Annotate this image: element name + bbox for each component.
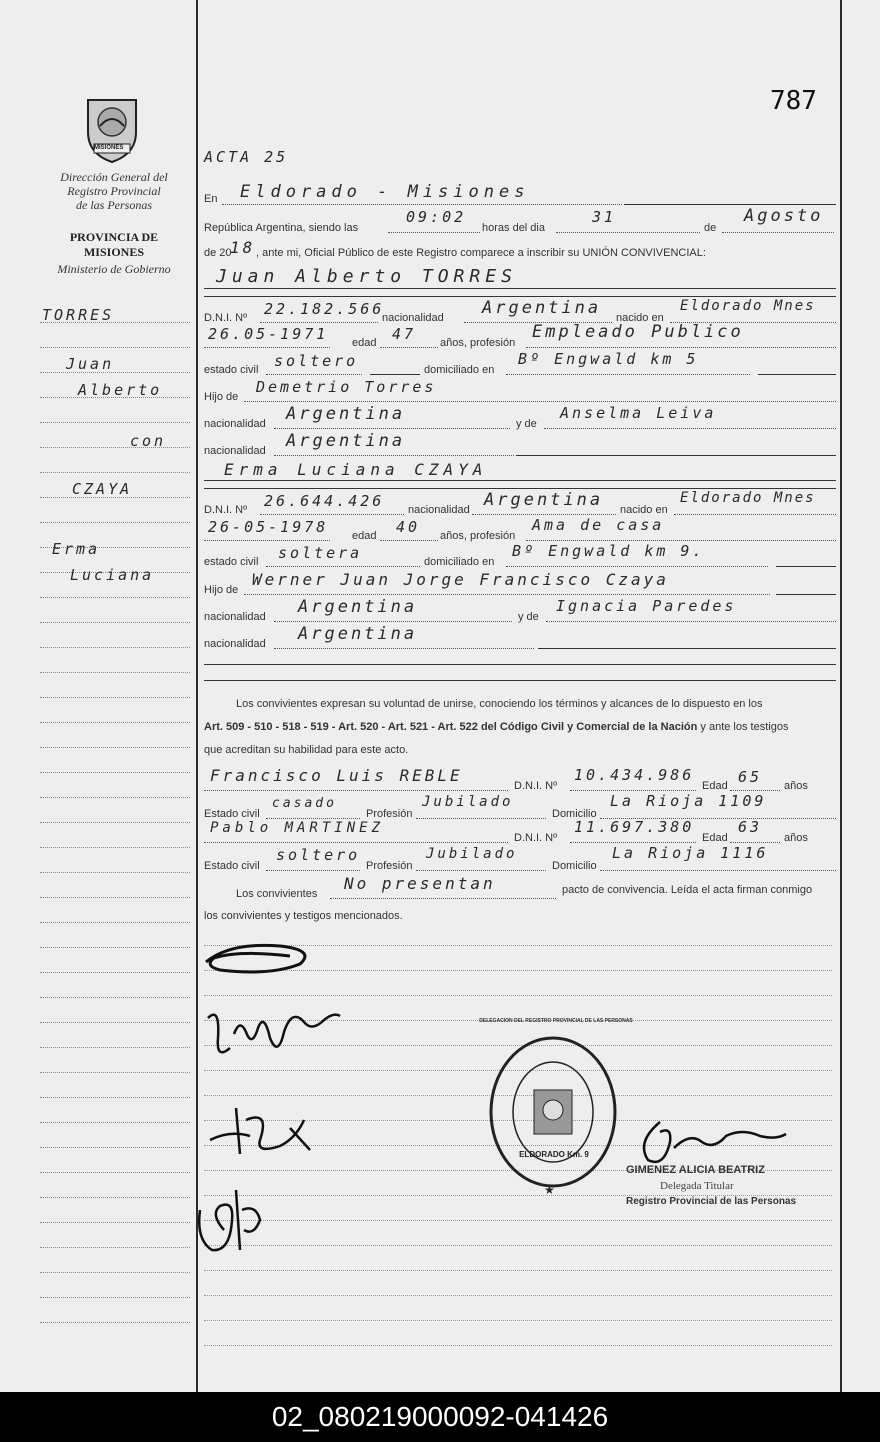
t2-civil-value: soltero xyxy=(276,846,361,864)
pacto-value: No presentan xyxy=(344,874,496,893)
margin-line xyxy=(40,922,190,923)
p1-dom-value: Bº Engwald km 5 xyxy=(518,350,699,368)
t1-profesion-value: Jubilado xyxy=(422,794,514,810)
p1-padre-value: Demetrio Torres xyxy=(256,378,437,396)
t2-dni-label: D.N.I. Nº xyxy=(514,832,558,844)
declaracion-articulos: Art. 509 - 510 - 518 - 519 - Art. 520 - Art. 521 - Art. 522 del Código Civil y Comercial de la Nación xyxy=(204,721,698,733)
margin-line xyxy=(40,622,190,623)
ruled-line xyxy=(204,1345,832,1346)
oficial-registro: Registro Provincial de las Personas xyxy=(626,1196,797,1207)
sidebar-ministerio: Ministerio de Gobierno xyxy=(57,262,171,276)
p1-madre-value: Anselma Leiva xyxy=(560,404,717,422)
p1-civil-label: estado civil xyxy=(204,364,259,376)
footer-code: 02_080219000092-041426 xyxy=(0,1392,880,1442)
margin-name-2b: Luciana xyxy=(70,566,155,584)
t2-anios-label: años xyxy=(784,832,808,844)
margin-line xyxy=(40,472,190,473)
p1-nacido-label: nacido en xyxy=(616,312,664,324)
p2-hijo-label: Hijo de xyxy=(204,584,239,596)
p2-dni-value: 26.644.426 xyxy=(264,492,385,510)
t2-domicilio-label: Domicilio xyxy=(552,860,597,872)
p2-civil-value: soltera xyxy=(278,544,363,562)
sidebar-provincia-block xyxy=(40,230,188,260)
margin-name-1b: Alberto xyxy=(78,381,163,399)
de-label: de xyxy=(704,222,717,234)
lugar-value: Eldorado - Misiones xyxy=(240,182,530,202)
section-divider-2 xyxy=(204,488,836,489)
margin-line xyxy=(40,797,190,798)
margin-line xyxy=(40,722,190,723)
t1-civil-label: Estado civil xyxy=(204,808,260,820)
p2-nac-label: nacionalidad xyxy=(408,504,470,516)
name-line-2 xyxy=(204,480,836,481)
seal-center-text: ELDORADO Km. 9 xyxy=(519,1150,589,1159)
p2-nacido-value: Eldorado Mnes xyxy=(680,490,816,506)
ruled-line xyxy=(204,1220,832,1221)
horas-label: horas del dia xyxy=(482,222,545,234)
margin-line xyxy=(40,847,190,848)
p2-nacido-label: nacido en xyxy=(620,504,668,516)
p2-dni-label: D.N.I. Nº xyxy=(204,504,248,516)
mes-value: Agosto xyxy=(744,206,824,226)
margin-line xyxy=(40,1097,190,1098)
margin-line xyxy=(40,1047,190,1048)
p1-nacido-value: Eldorado Mnes xyxy=(680,298,816,314)
right-rule xyxy=(840,0,842,1392)
p1-civil-value: soltero xyxy=(274,352,359,370)
sidebar-header xyxy=(40,170,188,212)
p2-madre-nac-label: nacionalidad xyxy=(204,638,266,650)
pacto-label: pacto de convivencia. Leída el acta firman conmigo xyxy=(562,884,813,896)
margin-line xyxy=(40,972,190,973)
lugar-line xyxy=(624,204,836,205)
hora-value: 09:02 xyxy=(406,208,467,226)
margin-line xyxy=(40,1147,190,1148)
p2-nac-value: Argentina xyxy=(484,490,604,510)
margin-surname-2: CZAYA xyxy=(72,480,133,498)
p2-dom-line xyxy=(776,566,836,567)
t2-edad-value: 63 xyxy=(738,818,763,836)
p1-nac-label: nacionalidad xyxy=(382,312,444,324)
signature-2-icon xyxy=(200,998,350,1068)
margin-line xyxy=(40,522,190,523)
p1-edad-label: edad xyxy=(352,337,377,349)
t2-nombre-value: Pablo MARTINEZ xyxy=(210,820,385,836)
dia-field xyxy=(556,218,700,233)
t1-profesion-label: Profesión xyxy=(366,808,413,820)
oficial-nombre: GIMENEZ ALICIA BEATRIZ xyxy=(626,1164,765,1176)
de20-label: de 20 xyxy=(204,247,232,259)
p2-profesion-value: Ama de casa xyxy=(532,516,665,534)
p1-profesion-value: Empleado Publico xyxy=(532,322,744,342)
declaracion-paragraph xyxy=(204,693,836,762)
margin-line xyxy=(40,747,190,748)
p1-padre-nac-label: nacionalidad xyxy=(204,418,266,430)
margin-line xyxy=(40,1322,190,1323)
person1-fullname: Juan Alberto TORRES xyxy=(216,266,517,287)
convivientes-label: Los convivientes xyxy=(236,888,318,900)
margin-line xyxy=(40,1222,190,1223)
margin-line xyxy=(40,372,190,373)
margin-con: con xyxy=(130,432,167,450)
sidebar-personas: de las Personas xyxy=(76,198,152,212)
margin-line xyxy=(40,897,190,898)
t1-civil-value: casado xyxy=(272,796,337,811)
p2-edad-value: 40 xyxy=(396,518,421,536)
p2-dom-label: domiciliado en xyxy=(424,556,495,568)
ruled-line xyxy=(204,995,832,996)
margin-surname-1: TORRES xyxy=(42,306,115,324)
name-line xyxy=(204,288,836,289)
p2-fecha-value: 26-05-1978 xyxy=(208,518,329,536)
p1-dni-value: 22.182.566 xyxy=(264,300,385,318)
section-divider xyxy=(204,296,836,297)
margin-line xyxy=(40,1022,190,1023)
oficial-cargo: Delegada Titular xyxy=(660,1180,734,1192)
margin-name-2a: Erma xyxy=(52,540,101,558)
t2-edad-label: Edad xyxy=(702,832,728,844)
intro-text: , ante mi, Oficial Público de este Registro comparece a inscribir su UNIÓN CONVIVENCIAL: xyxy=(256,247,706,259)
t1-dni-label: D.N.I. Nº xyxy=(514,780,558,792)
declaracion-line-3: que acreditan su habilidad para este acto. xyxy=(204,744,409,756)
anio-value: 18 xyxy=(230,238,256,257)
t1-anios-label: años xyxy=(784,780,808,792)
sidebar-direccion: Dirección General del xyxy=(60,170,168,184)
margin-line xyxy=(40,597,190,598)
declaracion-line-1: Los convivientes expresan su voluntad de unirse, conociendo los términos y alcances de lo dispuesto en los xyxy=(236,698,763,710)
crest-banner: MISIONES xyxy=(94,145,124,151)
margin-line xyxy=(40,1197,190,1198)
p1-padre-nac-value: Argentina xyxy=(286,404,406,424)
p1-fecha-value: 26.05-1971 xyxy=(208,325,329,343)
ruled-line xyxy=(204,1245,832,1246)
person2-fullname: Erma Luciana CZAYA xyxy=(224,460,488,479)
p2-madre-value: Ignacia Paredes xyxy=(556,597,737,615)
republica-label: República Argentina, siendo las xyxy=(204,222,359,234)
margin-line xyxy=(40,1172,190,1173)
p2-padre-nac-label: nacionalidad xyxy=(204,611,266,623)
p2-padre-nac-value: Argentina xyxy=(298,597,418,617)
margin-line xyxy=(40,422,190,423)
t2-civil-label: Estado civil xyxy=(204,860,260,872)
p1-dom-line xyxy=(758,374,836,375)
margin-line xyxy=(40,697,190,698)
ruled-line xyxy=(204,1270,832,1271)
margin-line xyxy=(40,1272,190,1273)
official-seal-icon xyxy=(486,1030,620,1198)
p1-hijo-label: Hijo de xyxy=(204,391,239,403)
sidebar-provincia: PROVINCIA DE xyxy=(69,230,159,244)
en-label: En xyxy=(204,193,218,205)
ruled-line xyxy=(204,1320,832,1321)
page-number: 787 xyxy=(770,86,817,116)
t1-domicilio-value: La Rioja 1109 xyxy=(610,792,767,810)
p1-civil-line xyxy=(370,374,420,375)
section-divider-3 xyxy=(204,680,836,681)
svg-text:★: ★ xyxy=(544,1183,555,1197)
t2-domicilio-value: La Rioja 1116 xyxy=(612,844,769,862)
margin-line xyxy=(40,1072,190,1073)
blank-line xyxy=(204,664,836,665)
sidebar-registro: Registro Provincial xyxy=(67,184,161,198)
sidebar-misiones: MISIONES xyxy=(83,245,145,259)
ruled-line xyxy=(204,1295,832,1296)
acta-number: ACTA 25 xyxy=(204,148,289,166)
p2-madre-nac-value: Argentina xyxy=(298,624,418,644)
p1-dni-label: D.N.I. Nº xyxy=(204,312,248,324)
p1-madre-nac-line xyxy=(516,455,836,456)
seal-ring-text: DELEGACION DEL REGISTRO PROVINCIAL DE LAS PERSONAS xyxy=(479,1018,633,1024)
margin-line xyxy=(40,447,190,448)
t2-profesion-value: Jubilado xyxy=(426,846,518,862)
signature-1-icon xyxy=(200,938,320,978)
p1-nac-value: Argentina xyxy=(482,298,602,318)
margin-line xyxy=(40,947,190,948)
p1-edad-value: 47 xyxy=(392,325,417,343)
t1-edad-value: 65 xyxy=(738,768,763,786)
margin-line xyxy=(40,872,190,873)
p1-dom-label: domiciliado en xyxy=(424,364,495,376)
p1-yde-label: y de xyxy=(516,418,537,430)
t1-nombre-value: Francisco Luis REBLE xyxy=(210,766,463,785)
dia-value: 31 xyxy=(592,208,617,226)
margin-line xyxy=(40,822,190,823)
margin-line xyxy=(40,672,190,673)
p1-profesion-label: años, profesión xyxy=(440,337,516,349)
p2-profesion-label: años, profesión xyxy=(440,530,516,542)
margin-line xyxy=(40,647,190,648)
margin-line xyxy=(40,772,190,773)
provincial-crest-icon xyxy=(80,92,144,164)
margin-name-1a: Juan xyxy=(66,355,115,373)
margin-line xyxy=(40,1297,190,1298)
declaracion-line-2-tail: y ante los testigos xyxy=(697,721,789,733)
margin-line xyxy=(40,1247,190,1248)
p2-padre-value: Werner Juan Jorge Francisco Czaya xyxy=(252,570,669,589)
p1-madre-nac-label: nacionalidad xyxy=(204,445,266,457)
declaracion-line-2 xyxy=(204,716,836,739)
t1-dni-value: 10.434.986 xyxy=(574,766,695,784)
p2-yde-label: y de xyxy=(518,611,539,623)
cierre-label: los convivientes y testigos mencionados. xyxy=(204,910,403,922)
t2-profesion-label: Profesión xyxy=(366,860,413,872)
margin-line xyxy=(40,1122,190,1123)
t1-domicilio-label: Domicilio xyxy=(552,808,597,820)
signature-3-icon xyxy=(200,1100,320,1160)
t2-dni-value: 11.697.380 xyxy=(574,818,695,836)
t1-edad-label: Edad xyxy=(702,780,728,792)
p2-dom-value: Bº Engwald km 9. xyxy=(512,542,705,560)
p2-padre-line xyxy=(776,594,836,595)
margin-line xyxy=(40,347,190,348)
signature-4-icon xyxy=(190,1180,270,1260)
p2-civil-label: estado civil xyxy=(204,556,259,568)
margin-line xyxy=(40,997,190,998)
p1-madre-nac-value: Argentina xyxy=(286,431,406,451)
p2-edad-label: edad xyxy=(352,530,377,542)
p2-madre-nac-line xyxy=(538,648,836,649)
official-signature-icon xyxy=(630,1112,790,1172)
